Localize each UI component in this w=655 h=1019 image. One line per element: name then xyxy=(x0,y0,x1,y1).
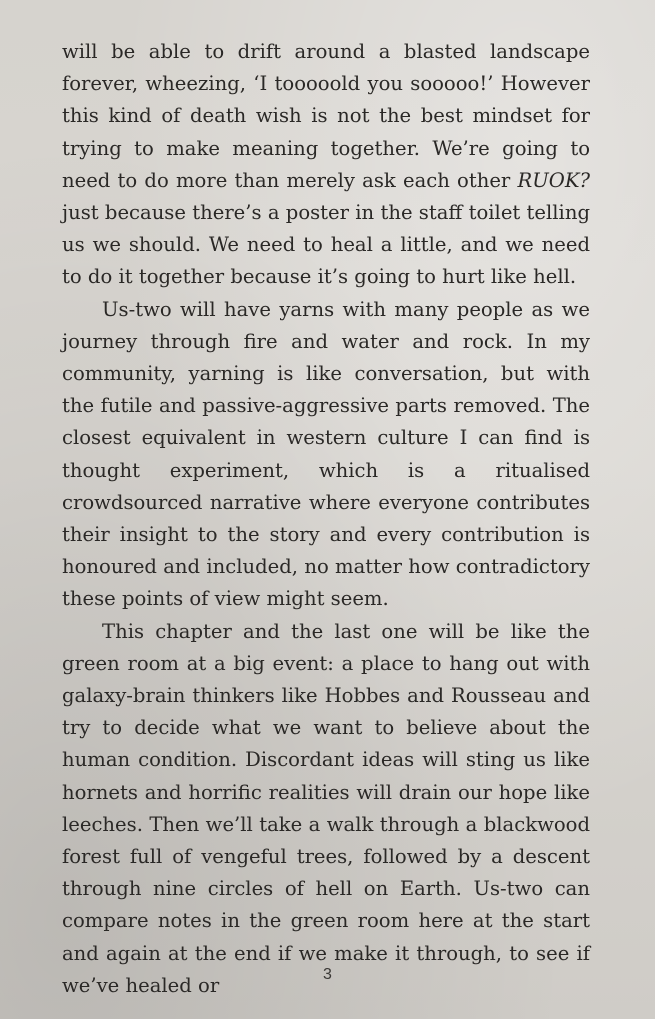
paragraph-1-text-start: will be able to drift around a blasted landscape forever, wheezing, ‘I tooooold you sooooo!’ However this kind of death wish is not the best mindset for trying to make meaning together. We’re going to need to do more than merely ask each other xyxy=(62,40,590,192)
body-text xyxy=(62,36,590,1002)
paragraph-2-text: Us-two will have yarns with many people as we journey through fire and water and rock. In my community, yarning is like conversation, but with the futile and passive-aggressive parts removed. The closest equivalent in western culture I can find is thought experiment, which is a ritualised crowdsourced narrative where everyone contributes their insight to the story and every contribution is honoured and included, no matter how contradictory these points of view might seem. xyxy=(62,297,590,611)
paragraph-3 xyxy=(62,616,590,1002)
paragraph-3-text: This chapter and the last one will be like the green room at a big event: a place to hang out with galaxy-brain thinkers like Hobbes and Rousseau and try to decide what we want to believe about the human condition. Discordant ideas will sting us like hornets and horrific realities will drain our hope like leeches. Then we’ll take a walk through a blackwood forest full of vengeful trees, followed by a descent through nine circles of hell on Earth. Us-two can compare notes in the green room here at the start and again at the end if we make it through, to see if we’ve healed or xyxy=(62,619,590,997)
paragraph-1 xyxy=(62,36,590,294)
paragraph-2 xyxy=(62,294,590,616)
page-number: 3 xyxy=(323,966,332,983)
paragraph-1-text-end: just because there’s a poster in the staff toilet telling us we should. We need to heal a little, and we need to do it together because it’s going to hurt like hell. xyxy=(62,201,590,289)
paragraph-1-emphasis: RUOK? xyxy=(517,168,590,192)
